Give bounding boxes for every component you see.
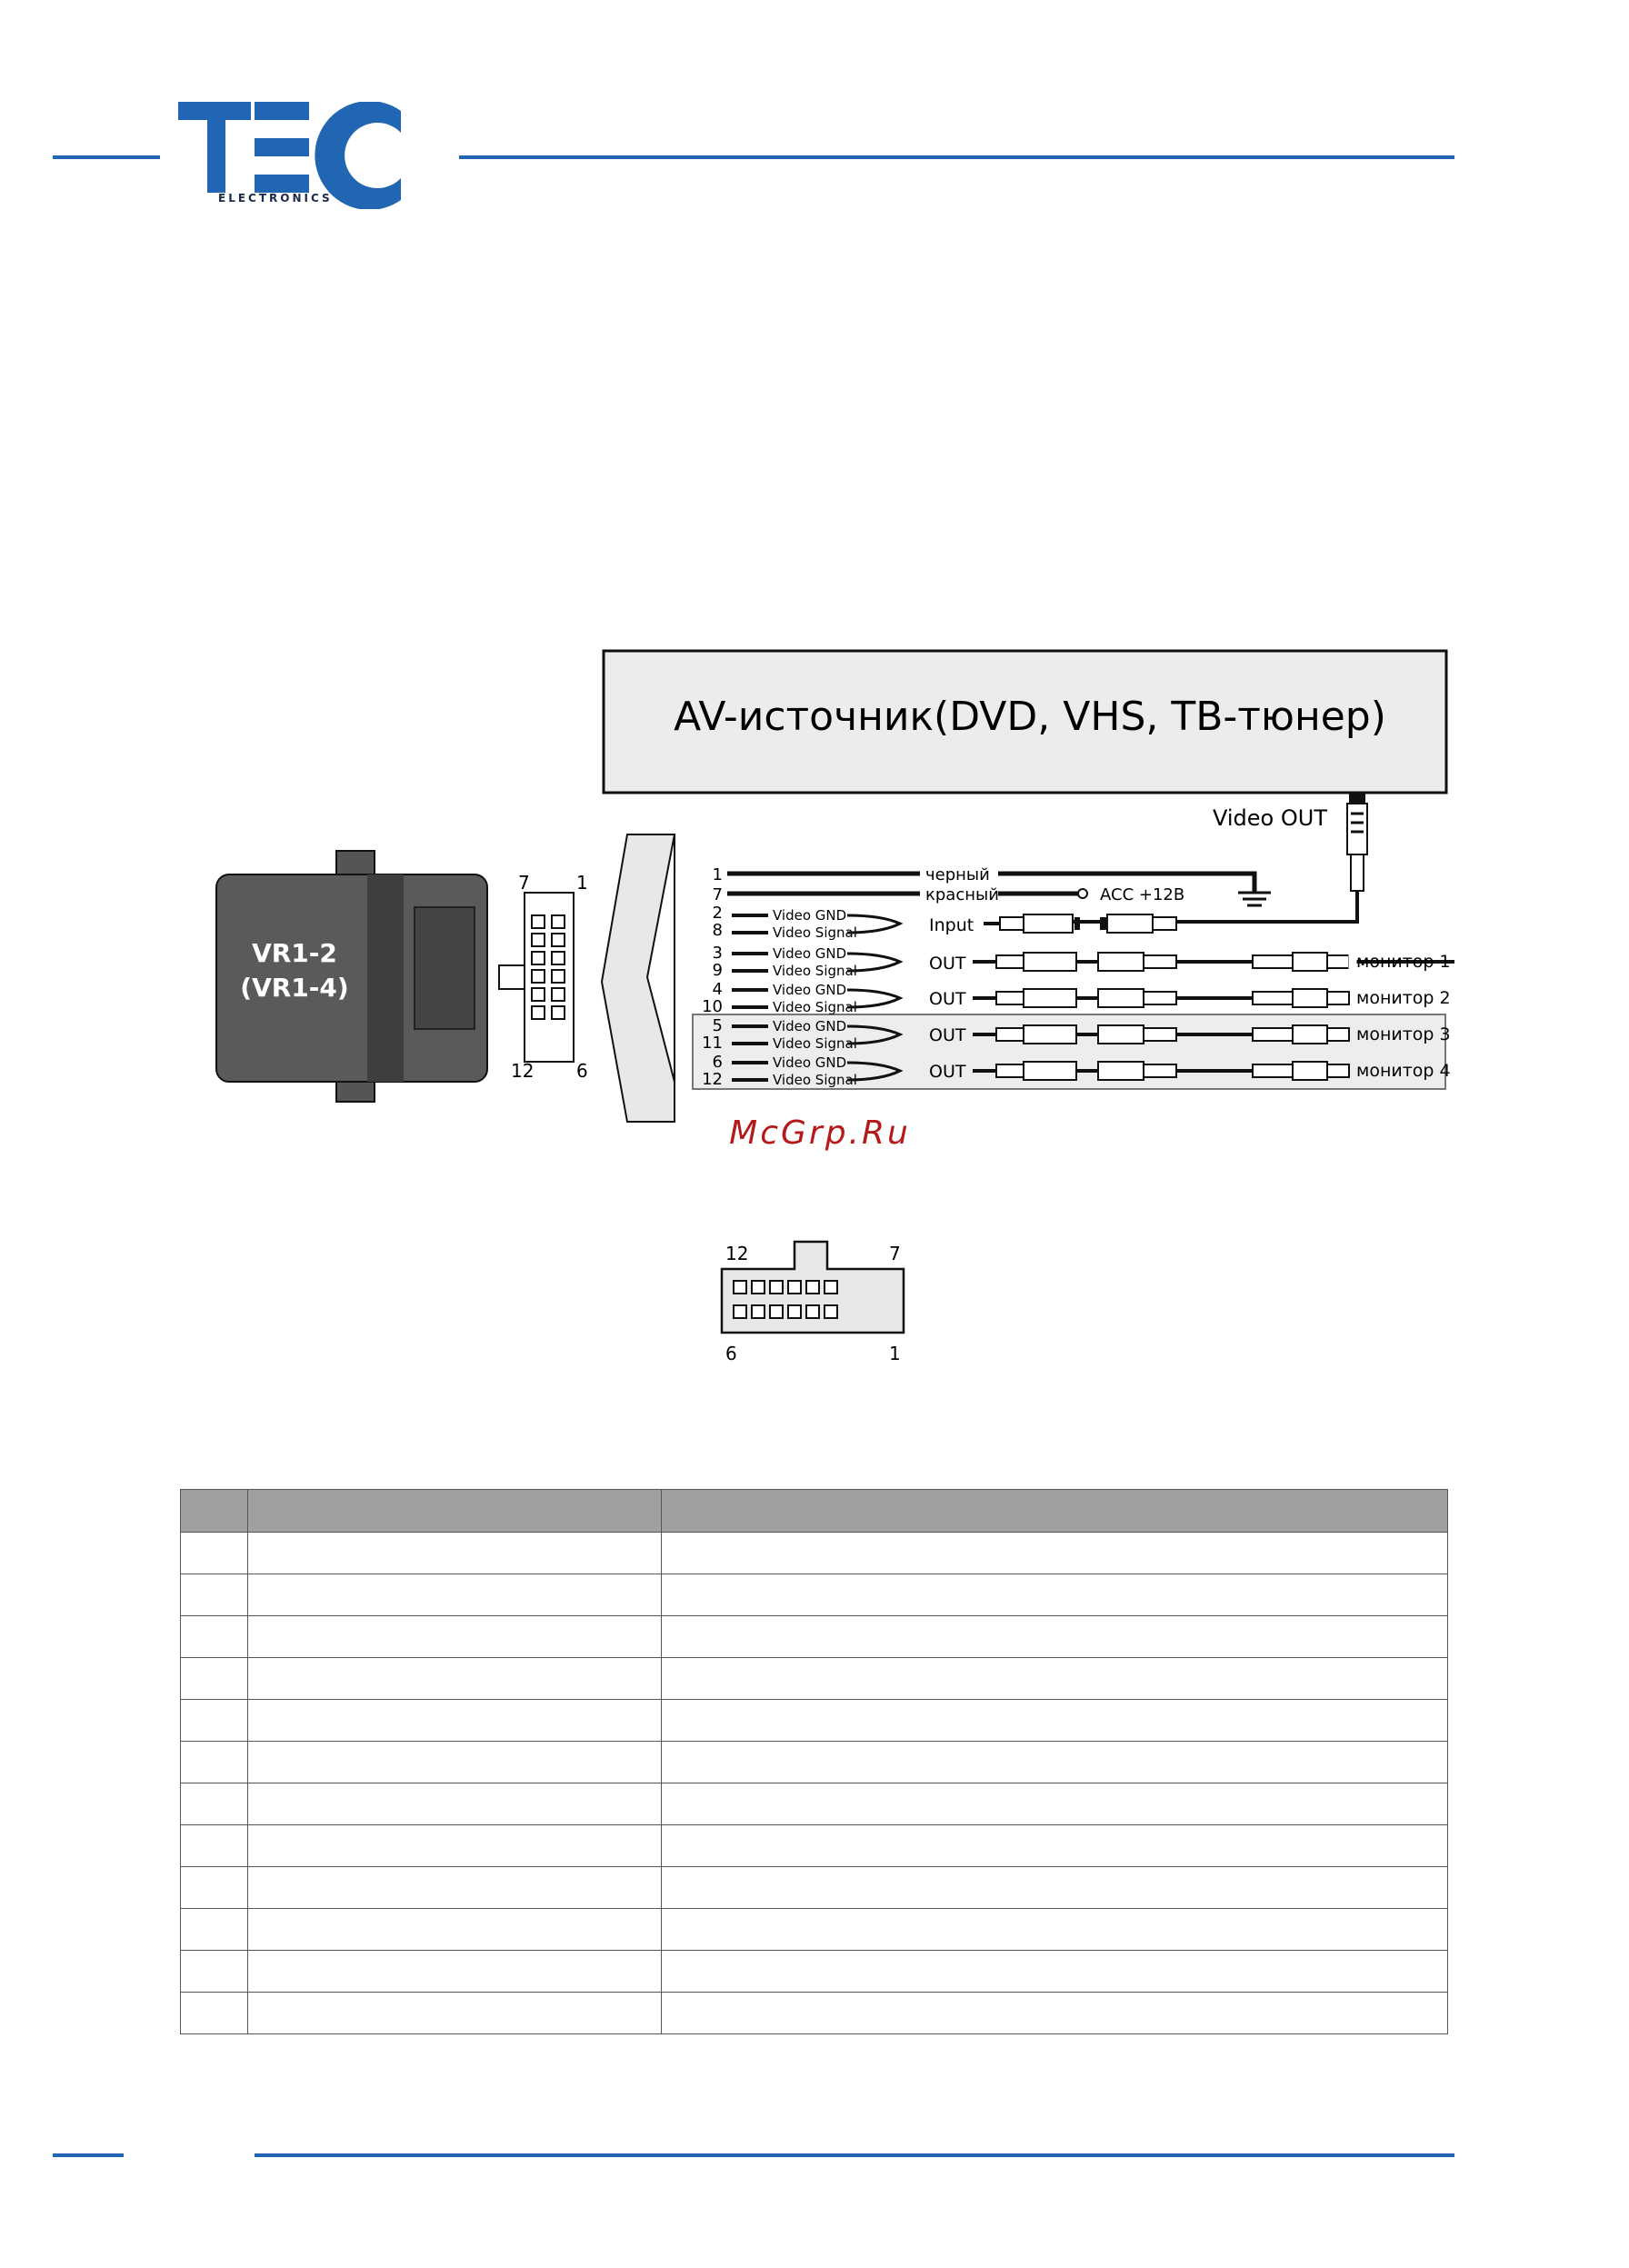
svg-text:монитор 2: монитор 2 (1356, 988, 1451, 1008)
table-cell (248, 1616, 662, 1658)
table-cell (662, 1951, 1448, 1993)
svg-text:6: 6 (712, 1053, 723, 1072)
acc-label: ACC +12В (1100, 885, 1185, 904)
header-cell (662, 1490, 1448, 1533)
svg-text:4: 4 (712, 980, 723, 999)
table-row (181, 1951, 1448, 1993)
cv-pin-6: 6 (725, 1343, 737, 1364)
cv-pin-12: 12 (725, 1243, 749, 1264)
channel-row-input (713, 904, 1176, 941)
header-cell (181, 1490, 248, 1533)
svg-text:Video Signal: Video Signal (773, 1035, 857, 1052)
table-cell (248, 1574, 662, 1616)
wire-pin-1: 1 (712, 865, 723, 884)
wire-label-black: черный (925, 865, 990, 884)
cv-pin-7: 7 (889, 1243, 901, 1264)
table-row (181, 1993, 1448, 2034)
table-cell (181, 1825, 248, 1867)
svg-text:10: 10 (702, 997, 723, 1016)
svg-text:5: 5 (712, 1016, 723, 1035)
vr-device (216, 851, 487, 1102)
svg-text:Video GND: Video GND (773, 945, 847, 962)
footer-rule-left (53, 2153, 124, 2157)
svg-text:8: 8 (712, 921, 723, 940)
table-row (181, 1867, 1448, 1909)
table-cell (181, 1700, 248, 1742)
wire-label-red: красный (925, 885, 999, 904)
video-out-label: Video OUT (1213, 805, 1327, 831)
cv-pin-1: 1 (889, 1343, 901, 1364)
table-cell (662, 1909, 1448, 1951)
table-cell (248, 1658, 662, 1700)
table-cell (662, 1616, 1448, 1658)
svg-text:Video GND: Video GND (773, 1054, 847, 1071)
av-source-title: AV-источник(DVD, VHS, ТВ-тюнер) (674, 694, 1386, 740)
table-cell (248, 1825, 662, 1867)
svg-text:3: 3 (712, 944, 723, 963)
channel-row-out-2 (702, 980, 1451, 1016)
table-cell (248, 1951, 662, 1993)
conn-pin-6: 6 (576, 1060, 588, 1082)
table-cell (662, 1574, 1448, 1616)
table-row (181, 1700, 1448, 1742)
table-cell (248, 1909, 662, 1951)
table-cell (248, 1700, 662, 1742)
table-row (181, 1616, 1448, 1658)
table-row (181, 1783, 1448, 1825)
svg-text:монитор 4: монитор 4 (1356, 1061, 1451, 1081)
table-cell (662, 1783, 1448, 1825)
svg-text:монитор 3: монитор 3 (1356, 1024, 1451, 1044)
svg-text:монитор 1: монитор 1 (1356, 952, 1451, 972)
table-header (181, 1490, 1448, 1533)
svg-text:Video GND: Video GND (773, 1018, 847, 1034)
table-cell (181, 1658, 248, 1700)
connector-front-view (709, 1227, 927, 1373)
svg-text:2: 2 (712, 904, 723, 923)
svg-text:OUT: OUT (929, 954, 966, 974)
table-cell (662, 1742, 1448, 1783)
table-cell (181, 1574, 248, 1616)
watermark: McGrp.Ru (729, 1114, 911, 1152)
table-cell (248, 1783, 662, 1825)
header-cell (248, 1490, 662, 1533)
table-row (181, 1574, 1448, 1616)
table-cell (248, 1533, 662, 1574)
svg-text:OUT: OUT (929, 989, 966, 1009)
arrow-shape (602, 834, 675, 1122)
svg-text:OUT: OUT (929, 1062, 966, 1082)
table-cell (181, 1616, 248, 1658)
svg-text:9: 9 (712, 961, 723, 980)
logo-subtext: ELECTRONICS (218, 192, 333, 205)
wiring-diagram (0, 636, 1629, 1182)
table-row (181, 1742, 1448, 1783)
table-cell (181, 1867, 248, 1909)
table-row (181, 1909, 1448, 1951)
svg-text:Video GND: Video GND (773, 907, 847, 924)
svg-text:11: 11 (702, 1034, 723, 1053)
svg-text:Video Signal: Video Signal (773, 963, 857, 979)
header-rule-left (53, 155, 160, 159)
table-cell (248, 1993, 662, 2034)
table-row (181, 1533, 1448, 1574)
wire-pin-7: 7 (712, 885, 723, 904)
table-cell (181, 1742, 248, 1783)
device-label-2: (VR1-4) (240, 973, 349, 1003)
table-cell (181, 1533, 248, 1574)
table-cell (662, 1533, 1448, 1574)
channel-row-out-1 (713, 944, 1454, 980)
table-cell (248, 1742, 662, 1783)
table-row (181, 1658, 1448, 1700)
svg-text:Video Signal: Video Signal (773, 999, 857, 1015)
svg-text:Video GND: Video GND (773, 982, 847, 998)
svg-text:Video Signal: Video Signal (773, 924, 857, 941)
pin-table (180, 1489, 1448, 2034)
power-wires (713, 865, 1271, 905)
conn-pin-12: 12 (511, 1060, 535, 1082)
table-cell (181, 1783, 248, 1825)
table-cell (662, 1825, 1448, 1867)
table-cell (181, 1951, 248, 1993)
table-cell (181, 1993, 248, 2034)
tec-logo (178, 102, 405, 209)
device-label-1: VR1-2 (252, 938, 337, 968)
table-cell (662, 1867, 1448, 1909)
role-input: Input (929, 915, 974, 935)
table-cell (248, 1867, 662, 1909)
header-rule-right (459, 155, 1454, 159)
table-cell (662, 1700, 1448, 1742)
table-cell (181, 1909, 248, 1951)
footer-rule-right (255, 2153, 1454, 2157)
table-row (181, 1825, 1448, 1867)
svg-text:OUT: OUT (929, 1025, 966, 1045)
table-cell (662, 1658, 1448, 1700)
conn-pin-7: 7 (518, 872, 530, 894)
conn-pin-1: 1 (576, 872, 588, 894)
svg-text:12: 12 (702, 1070, 723, 1089)
table-cell (662, 1993, 1448, 2034)
connector-left (499, 872, 588, 1082)
svg-text:Video Signal: Video Signal (773, 1072, 857, 1088)
